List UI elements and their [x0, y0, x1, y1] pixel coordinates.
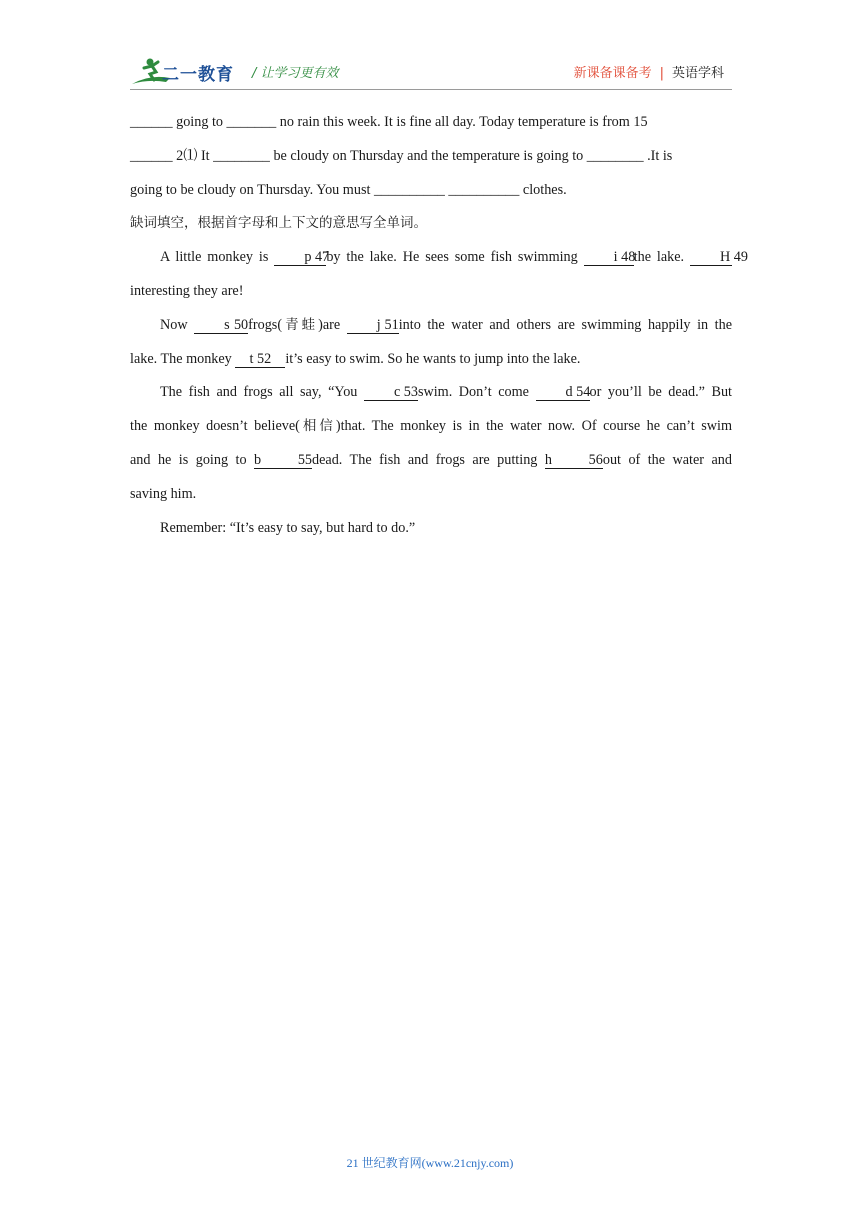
text-line-3: going to be cloudy on Thursday. You must __________ __________ clothes.	[130, 181, 567, 198]
slogan: / 让学习更有效	[252, 66, 339, 81]
paragraph-4: Remember: “It’s easy to say, but hard to do.”	[160, 519, 416, 536]
header-course-label: 新课备课备考	[573, 66, 652, 81]
blank-48[interactable]: i 48	[584, 250, 634, 266]
document-body	[130, 106, 748, 545]
header-divider	[130, 89, 732, 90]
instruction: 缺词填空，根据首字母和上下文的意思写全单词。	[130, 215, 427, 232]
paragraph-3-line-1: The fish and frogs all say, “You c 53swim. Don’t come d 54or you’ll be dead.” But	[160, 384, 732, 401]
logo-text: 二一教育	[162, 65, 234, 85]
paragraph-3-line-2: the monkey doesn’t believe(相信)that. The monkey is in the water now. Of course he can’t swim	[130, 418, 732, 435]
blank-47[interactable]: p 47	[274, 250, 326, 266]
header-right	[574, 62, 724, 81]
blank-52[interactable]: t 52	[235, 352, 285, 368]
header-subject: 英语学科	[671, 66, 724, 81]
paragraph-3-line-3: and he is going to b 55dead. The fish and frogs are putting h 56out of the water and	[130, 451, 732, 468]
blank-53[interactable]: c 53	[364, 385, 418, 401]
page-header	[130, 54, 732, 90]
header-separator: |	[659, 66, 664, 81]
blank-50[interactable]: s 50	[194, 318, 248, 334]
blank-49[interactable]: H 49	[690, 250, 732, 266]
blank-55[interactable]: b 55	[254, 451, 313, 468]
blank-54[interactable]: d 54	[536, 385, 590, 401]
blank-56[interactable]: h 56	[544, 451, 603, 468]
paragraph-1-line-1: A little monkey is p 47by the lake. He sees some fish swimming i 48the lake. H 49	[160, 249, 748, 266]
text-line-1: ______ going to _______ no rain this week. It is fine all day. Today temperature is from 15	[130, 114, 648, 130]
paragraph-1-line-2: interesting they are!	[130, 282, 244, 299]
footer-source[interactable]: 21 世纪教育网(www.21cnjy.com)	[346, 1156, 514, 1170]
paragraph-2-line-2: lake. The monkey t 52 it’s easy to swim. So he wants to jump into the lake.	[130, 350, 581, 367]
paragraph-2-line-1: Now s 50frogs(青蛙)are j 51into the water and others are swimming happily in the	[160, 316, 733, 333]
text-line-2: ______ 2⑴ It ________ be cloudy on Thursday and the temperature is going to ________ .It is	[130, 147, 673, 164]
paragraph-3-line-4: saving him.	[130, 485, 197, 502]
blank-51[interactable]: j 51	[347, 318, 399, 334]
